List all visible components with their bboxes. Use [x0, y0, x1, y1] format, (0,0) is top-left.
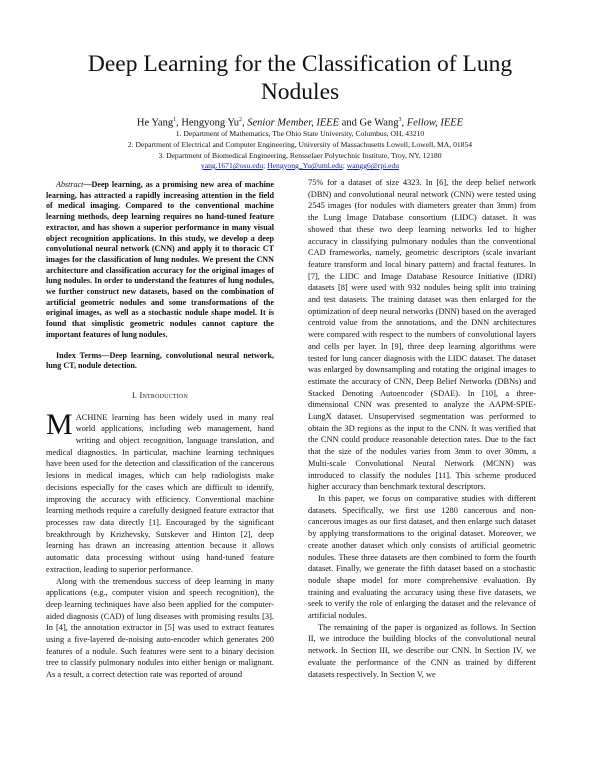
affiliation: 3. Department of Biomedical Engineering, Rensselaer Polytechnic Institute, Troy, NY, 12180: [158, 151, 442, 160]
author-superscript: 3: [398, 117, 402, 123]
author-list: He Yang$^1$, Hengyong Yu$^2$, Senior Member, IEEE and Ge Wang$^3$, Fellow, IEEE: [136, 117, 464, 129]
author-name: Hengyong Yu: [181, 117, 239, 129]
index-terms-label: Index Terms: [56, 350, 102, 360]
abstract-label: Abstract: [56, 180, 84, 189]
email-link[interactable]: wangg6@rpi.edu: [346, 161, 400, 170]
affiliation: 1. Department of Mathematics, The Ohio State University, Columbus, OH, 43210: [175, 129, 425, 138]
abstract: [46, 180, 274, 341]
author-role: Fellow, IEEE: [406, 117, 464, 129]
affiliation: 2. Department of Electrical and Computer Engineering, University of Massachusetts Lowell, Lowell, MA, 01854: [127, 140, 473, 149]
drop-cap: M: [46, 407, 73, 441]
right-column: [308, 177, 536, 680]
body-paragraph: [46, 407, 274, 576]
paper-title: Deep Learning for the Classification of Lung Nodules: [87, 51, 513, 105]
email-link[interactable]: Hengyong_Yu@uml.edu: [267, 161, 343, 170]
body-paragraph: 75% for a dataset of size 4323. In [6], the deep belief network (DBN) and convolutional neural network (CNN) were tested using 2545 images (for nodules with diameters greater than 3mm) from the Lung Image Database consortium (LIDC) dataset. It was showed that these two deep learning networks led to higher accuracy in classifying pulmonary nodules than the conventional CAD frameworks, namely, geometric descriptors (scale invariant feature transform and local binary pattern) and fractal features. In [7], the LIDC and Image Database Resource Initiative (IDRI) datasets [8] were used with 932 nodules being split into training and test datasets. The training dataset was then enlarged for the optimization of deep neural networks (DNN) based on the averaged centroid value from the annotations, and the DNN architectures were compared with respect to the numbers of convolutional layers and cells per layer. In [9], three deep learning algorithms were tested for lung cancer diagnosis with the LIDC dataset. The dataset was enlarged by downsampling and rotating the original images to estimate the accuracy of CNN, Deep Belief Networks (DBNs) and Stacked Denoting Autoencoder (SDAE). In [10], a three-dimensional CNN was presented to analyze the AAPM-SPIE-LungX dataset. Unsupervised segmentation was performed to obtain the 3D regions as the input to the CNN. It was verified that the CNN could produce reasonable detection rates. Due to the fact that the size of the nodules varies from 3mm to over 30mm, a Multi-scale Convolutional Neural Network (MCNN) was introduced to classify the nodules [11]. This scheme produced higher accuracy than benchmark textural descriptors.: [308, 178, 536, 492]
author-superscript: 2: [239, 117, 242, 123]
email-link[interactable]: yang.1671@osu.edu: [200, 161, 264, 170]
author-name: Ge Wang: [359, 117, 399, 129]
body-paragraph: Along with the tremendous success of deep learning in many applications (e.g., computer vision and speech recognition), the deep learning techniques have also been applied for the computer-aided diagnosis (CAD) of lung diseases with promising results [3]. In [4], the annotation extractor in [5] was used to extract features using a five-layered de-noising auto-encoder which generates 200 features of a nodule. Such features were sent to a binary decision tree to classify pulmonary nodules into either benign or malignant. As a result, a correct detection rate was reported of around: [46, 576, 274, 680]
email-list: yang.1671@osu.edu; Hengyong_Yu@uml.edu; wangg6@rpi.edu: [200, 161, 400, 170]
section-heading: I. Introduction: [131, 390, 189, 400]
paragraph-text: ACHINE learning has been widely used in many real world applications, including web management, hand writing and object recognition, language translation, and medical diagnostics. In particular, machine learning techniques have been used for the detection and classification of the cancerous lesions in medical images, which can help radiologists make decisions especially for the cases which are difficult to identify, improving the accuracy with efficiency. Conventional machine learning methods require a carefully designed feature extractor that processes raw data directly [1]. Encouraged by the significant breakthrough by Krizhevsky, Sutskever and Hinton [2], deep learning has drawn an increasing attention because it allows automatic data processing without using hand-tuned feature extraction, leading to superior performance.: [46, 412, 274, 574]
body-paragraph: In this paper, we focus on comparative studies with different datasets. Specifically, we first use 1280 cancerous and non-cancerous images as our first dataset, and then enlarge such dataset by applying transformations to the original dataset. Moreover, we create another dataset which only consists of artificial geometric nodules. These three datasets are then combined to form the fourth dataset. Finally, we generate the fifth dataset based on a stochastic nodule shape model for more comprehensive evaluation. By training and evaluating the accuracy using these five datasets, we seek to verify the role of enlarging the dataset and the relevance of artificial nodules.: [308, 493, 536, 621]
index-terms-text: —Deep learning, convolutional neural network, lung CT, nodule detection.: [46, 350, 274, 371]
author-role: Senior Member, IEEE: [247, 117, 340, 129]
index-terms: [46, 351, 274, 372]
left-column: [46, 180, 274, 681]
body-paragraph: The remaining of the paper is organized as follows. In Section II, we introduce the building blocks of the convolutional neural network. In Section III, we describe our CNN. In Section IV, we evaluate the performance of the CNN as trained by different datasets respectively. In Section V, we: [308, 622, 536, 679]
author-name: He Yang: [136, 117, 174, 129]
abstract-text: —Deep learning, as a promising new area of machine learning, has attracted a rapidly increasing attention in the field of medical imaging. Compared to the conventional machine learning methods, deep learning requires no hand-tuned feature extractor, and has shown a superior performance in many visual object recognition applications. In this study, we develop a deep convolutional neural network (CNN) and apply it to thoracic CT images for the classification of lung nodules. We present the CNN architecture and classification accuracy for the original images of lung nodules. In order to understand the features of lung nodules, we further construct new datasets, based on the combination of artificial geometric nodules and some transformations of the original images, as well as a stochastic nodule shape model. It is found that simplistic geometric nodules cannot capture the important features of lung nodules.: [46, 180, 274, 339]
author-superscript: 1: [173, 117, 177, 123]
